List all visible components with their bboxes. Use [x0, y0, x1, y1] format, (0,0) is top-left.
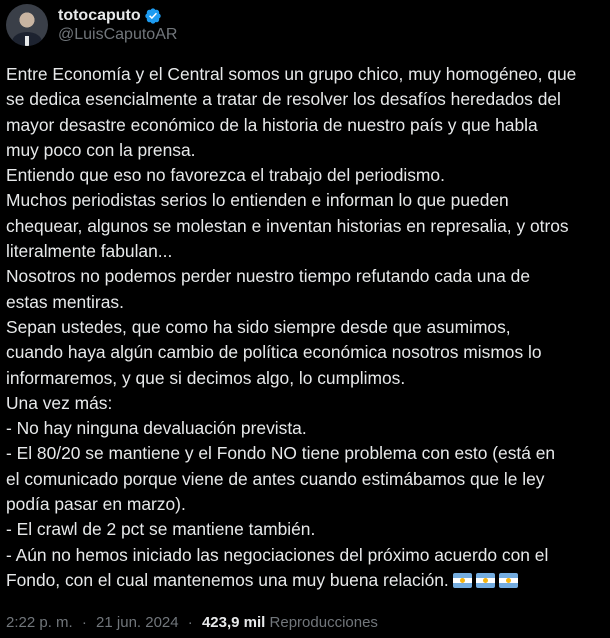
tweet-text-line: - El 80/20 se mantiene y el Fondo NO tiene problema con esto (está en — [6, 443, 556, 464]
tweet-text-line: - No hay ninguna devaluación prevista. — [6, 418, 307, 439]
meta-separator: · — [81, 614, 87, 631]
author-display-name[interactable]: totocaputo — [58, 7, 141, 24]
tweet-text-line: Nosotros no podemos perder nuestro tiempo refutando cada una de — [6, 266, 530, 287]
author-handle[interactable]: @LuisCaputoAR — [58, 26, 178, 43]
argentina-flag-icon — [476, 573, 495, 588]
tweet-meta — [6, 613, 378, 633]
tweet-text-line: chequear, algunos se molestan e inventan historias en represalia, y otros — [6, 215, 569, 236]
tweet-text-line: - El crawl de 2 pct se mantiene también. — [6, 519, 316, 540]
tweet-time[interactable]: 2:22 p. m. — [6, 614, 73, 631]
tweet-text-line: el comunicado porque viene de antes cuando estimábamos que le ley — [6, 468, 545, 489]
meta-separator: · — [187, 614, 193, 631]
tweet-date[interactable]: 21 jun. 2024 — [96, 614, 179, 631]
argentina-flag-icon — [453, 573, 472, 588]
author-names — [58, 6, 177, 44]
argentina-flag-icon — [499, 573, 518, 588]
avatar-shirt — [25, 36, 29, 46]
tweet-header — [6, 2, 177, 48]
tweet-text-line: mayor desastre económico de la historia de nuestro país y que habla — [6, 114, 538, 135]
tweet-text — [6, 62, 610, 593]
tweet-text-line: informaremos, y que si decimos algo, lo cumplimos. — [6, 367, 406, 388]
name-row — [58, 6, 177, 25]
verified-badge-icon[interactable] — [144, 7, 162, 25]
avatar[interactable] — [6, 4, 48, 46]
tweet-text-line: Entre Economía y el Central somos un grupo chico, muy homogéneo, que — [6, 64, 577, 84]
tweet-text-line-last — [6, 568, 610, 593]
tweet-text-line: se dedica esencialmente a tratar de resolver los desafíos heredados del — [6, 89, 561, 110]
views-label: Reproducciones — [269, 614, 378, 631]
tweet-text-line: Entiendo que eso no favorezca el trabajo del periodismo. — [6, 165, 445, 186]
tweet-text-line: cuando haya algún cambio de política económica nosotros mismos lo — [6, 342, 542, 363]
tweet-text-line: Muchos periodistas serios lo entienden e informan lo que pueden — [6, 190, 509, 211]
tweet-text-line: - Aún no hemos iniciado las negociaciones del próximo acuerdo con el — [6, 544, 549, 565]
tweet-text-line: podía pasar en marzo). — [6, 494, 186, 515]
tweet-text-line: Sepan ustedes, que como ha sido siempre desde que asumimos, — [6, 316, 511, 337]
tweet-text-line: Una vez más: — [6, 392, 113, 413]
tweet-text-line: estas mentiras. — [6, 291, 124, 312]
tweet-text-line: muy poco con la prensa. — [6, 139, 196, 160]
tweet-text-line-content: Fondo, con el cual mantenemos una muy buena relación. — [6, 569, 449, 590]
views-count[interactable]: 423,9 mil — [201, 614, 266, 631]
tweet-text-line: literalmente fabulan... — [6, 241, 173, 262]
